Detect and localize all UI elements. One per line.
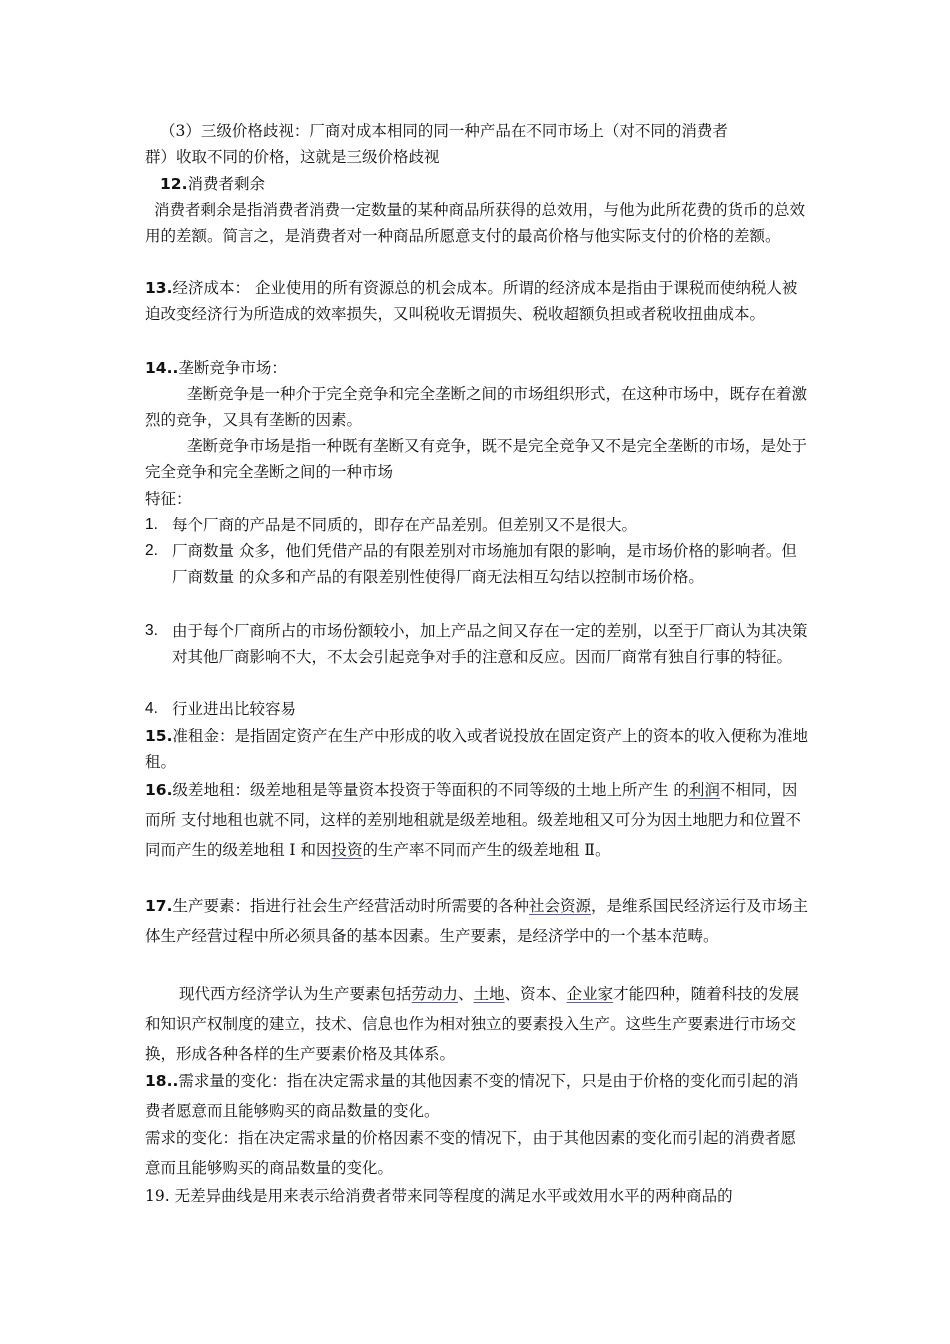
features-label (145, 486, 810, 512)
list-number: 4. (145, 700, 158, 717)
heading-title: 垄断竞争市场： (178, 359, 287, 377)
text: 垄断竞争是一种介于完全竞争和完全垄断之间的市场组织形式，在这种市场中，既存在着激烈的竞争，又具有垄断的因素。 (145, 385, 808, 429)
paragraph-production-factors-modern (145, 979, 810, 1069)
heading-number: 13. (145, 279, 173, 297)
paragraph-price-discrimination-cont (145, 144, 810, 170)
paragraph-price-discrimination (160, 118, 810, 144)
heading-number: 16. (145, 781, 173, 799)
text: 、 (458, 985, 474, 1003)
paragraph-quasi-rent (145, 723, 810, 775)
link-profit[interactable]: 利润 (688, 781, 720, 799)
text: 现代西方经济学认为生产要素包括 (179, 985, 412, 1003)
text: 生产要素：指进行社会生产经营活动时所需要的各种 (172, 897, 529, 915)
text: 不相同，因而所 支付地租也就不同，这样的差别地租就是级差地租。级差地租又可分为因土地肥力和位置不同而产生的级差地租 Ⅰ 和因 (145, 781, 801, 859)
heading-number: 18.. (145, 1072, 179, 1090)
text: 才能四种，随着科技的发展和知识产权制度的建立，技术、信息也作为相对独立的要素投入生产。这些生产要素进行市场交换，形成各种各样的生产要素价格及其体系。 (145, 985, 800, 1063)
heading-number: 19. (145, 1187, 170, 1205)
heading-number: 12. (160, 175, 188, 193)
list-number: 2. (145, 542, 158, 559)
text: 需求量的变化：指在决定需求量的其他因素不变的情况下，只是由于价格的变化而引起的消费者愿意而且能够购买的商品数量的变化。 (145, 1072, 799, 1120)
list-text: 由于每个厂商所占的市场份额较小，加上产品之间又存在一定的差别，以至于厂商认为其决策对其他厂商影响不大，不太会引起竞争对手的注意和反应。因而厂商常有独自行事的特征。 (172, 622, 808, 666)
list-number: 3. (145, 622, 158, 639)
text: 需求的变化：指在决定需求量的价格因素不变的情况下，由于其他因素的变化而引起的消费者愿意而且能够购买的商品数量的变化。 (145, 1129, 797, 1177)
list-item (145, 512, 810, 538)
text: 垄断竞争市场是指一种既有垄断又有竞争，既不是完全竞争又不是完全垄断的市场，是处于完全竞争和完全垄断之间的一种市场 (145, 437, 808, 481)
heading-number: 14.. (145, 359, 179, 377)
text: ，是维系国民经济运行及市场主体生产经营过程中所必须具备的基本因素。生产要素，是经济学中的一个基本范畴。 (145, 897, 809, 945)
text: 特征： (145, 490, 192, 508)
link-investment[interactable]: 投资 (331, 841, 363, 859)
list-item (145, 618, 810, 670)
paragraph-monopolistic-competition-b (145, 433, 810, 485)
list-number: 1. (145, 516, 158, 533)
paragraph-differential-rent (145, 775, 810, 865)
link-entrepreneur[interactable]: 企业家 (566, 985, 614, 1003)
text: 准租金：是指固定资产在生产中形成的收入或者说投放在固定资产上的资本的收入便称为准地租。 (145, 727, 808, 771)
list-item (145, 696, 810, 722)
heading-title: 消费者剩余 (187, 175, 265, 193)
text: 无差异曲线是用来表示给消费者带来同等程度的满足水平或效用水平的两种商品的 (174, 1187, 733, 1205)
heading-number: 17. (145, 897, 173, 915)
list-text: 每个厂商的产品是不同质的，即存在产品差别。但差别又不是很大。 (172, 516, 638, 534)
paragraph-production-factors (145, 891, 810, 951)
link-labor[interactable]: 劳动力 (411, 985, 459, 1003)
link-social-resources[interactable]: 社会资源 (528, 897, 591, 915)
heading-number: 15. (145, 727, 173, 745)
list-text: 行业进出比较容易 (172, 700, 297, 718)
list-text: 厂商数量 众多，他们凭借产品的有限差别对市场施加有限的影响，是市场价格的影响者。但厂商数量 的众多和产品的有限差别性使得厂商无法相互勾结以控制市场价格。 (172, 542, 797, 586)
paragraph-consumer-surplus (145, 197, 810, 249)
heading-12 (160, 171, 825, 197)
heading-14 (145, 355, 810, 381)
text: 的生产率不同而产生的级差地租 Ⅱ。 (362, 841, 611, 859)
paragraph-quantity-demanded-change (145, 1066, 810, 1126)
text: 消费者剩余是指消费者消费一定数量的某种商品所获得的总效用，与他为此所花费的货币的总效用的差额。简言之，是消费者对一种商品所愿意支付的最高价格与他实际支付的价格的差额。 (145, 201, 806, 245)
list-item (145, 538, 810, 590)
text: 、资本、 (504, 985, 567, 1003)
paragraph-indifference-curve (145, 1181, 810, 1211)
text-line: （3）三级价格歧视：厂商对成本相同的同一种产品在不同市场上（对不同的消费者 (160, 122, 728, 140)
paragraph-demand-change (145, 1123, 810, 1183)
text-line: 群）收取不同的价格，这就是三级价格歧视 (145, 148, 440, 166)
link-land[interactable]: 土地 (473, 985, 505, 1003)
text: 级差地租：级差地租是等量资本投资于等面积的不同等级的土地上所产生 的 (172, 781, 689, 799)
paragraph-economic-cost (145, 275, 810, 327)
text: 经济成本： 企业使用的所有资源总的机会成本。所谓的经济成本是指由于课税而使纳税人被迫改变经济行为所造成的效率损失，又叫税收无谓损失、税收超额负担或者税收扭曲成本。 (145, 279, 798, 323)
paragraph-monopolistic-competition-a (145, 381, 810, 433)
